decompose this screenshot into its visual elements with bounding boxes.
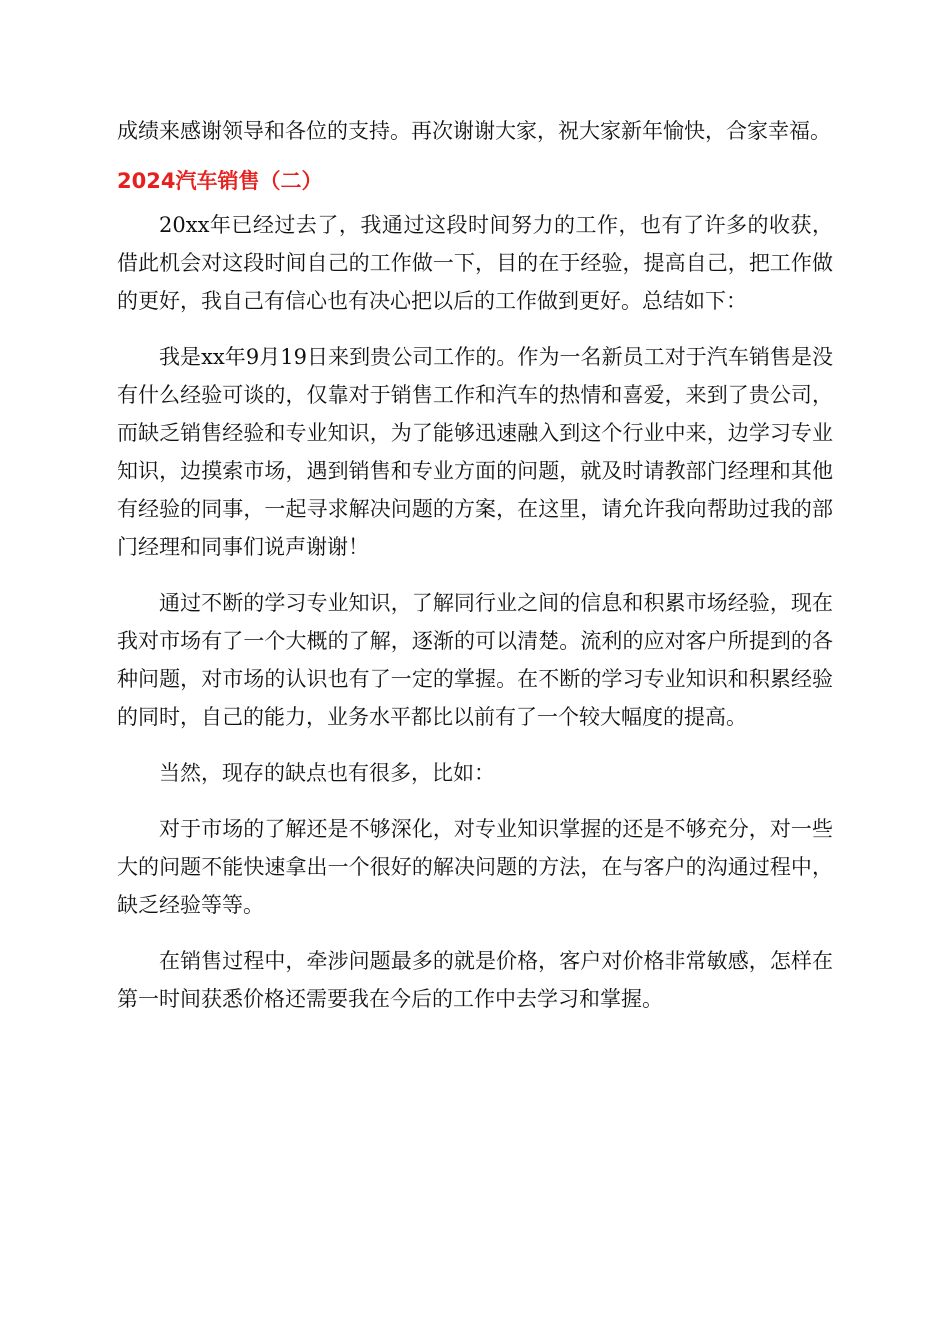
body-paragraph-1: 20xx年已经过去了，我通过这段时间努力的工作，也有了许多的收获，借此机会对这段时间自己的工作做一下，目的在于经验，提高自己，把工作做的更好，我自己有信心也有决心把以后的工作做到更好。总结如下： bbox=[117, 213, 833, 313]
body-paragraph-6: 在销售过程中，牵涉问题最多的就是价格，客户对价格非常敏感，怎样在第一时间获悉价格还需要我在今后的工作中去学习和掌握。 bbox=[117, 949, 833, 1011]
section-heading: 2024汽车销售（二） bbox=[117, 169, 323, 193]
body-paragraph-5: 对于市场的了解还是不够深化，对专业知识掌握的还是不够充分，对一些大的问题不能快速拿出一个很好的解决问题的方法，在与客户的沟通过程中，缺乏经验等等。 bbox=[117, 817, 833, 917]
body-paragraph-4: 当然，现存的缺点也有很多，比如： bbox=[159, 761, 495, 785]
body-paragraph-2: 我是xx年9月19日来到贵公司工作的。作为一名新员工对于汽车销售是没有什么经验可谈的，仅靠对于销售工作和汽车的热情和喜爱，来到了贵公司，而缺乏销售经验和专业知识，为了能够迅速融入到这个行业中来，边学习专业知识，边摸索市场，遇到销售和专业方面的问题，就及时请教部门经理和其他有经验的同事，一起寻求解决问题的方案，在这里，请允许我向帮助过我的部门经理和同事们说声谢谢！ bbox=[117, 345, 833, 559]
intro-tail-paragraph: 成绩来感谢领导和各位的支持。再次谢谢大家，祝大家新年愉快，合家幸福。 bbox=[117, 119, 831, 143]
body-paragraph-3: 通过不断的学习专业知识，了解同行业之间的信息和积累市场经验，现在我对市场有了一个大概的了解，逐渐的可以清楚。流利的应对客户所提到的各种问题，对市场的认识也有了一定的掌握。在不断的学习专业知识和积累经验的同时，自己的能力，业务水平都比以前有了一个较大幅度的提高。 bbox=[117, 591, 833, 729]
document-body bbox=[117, 112, 833, 1036]
